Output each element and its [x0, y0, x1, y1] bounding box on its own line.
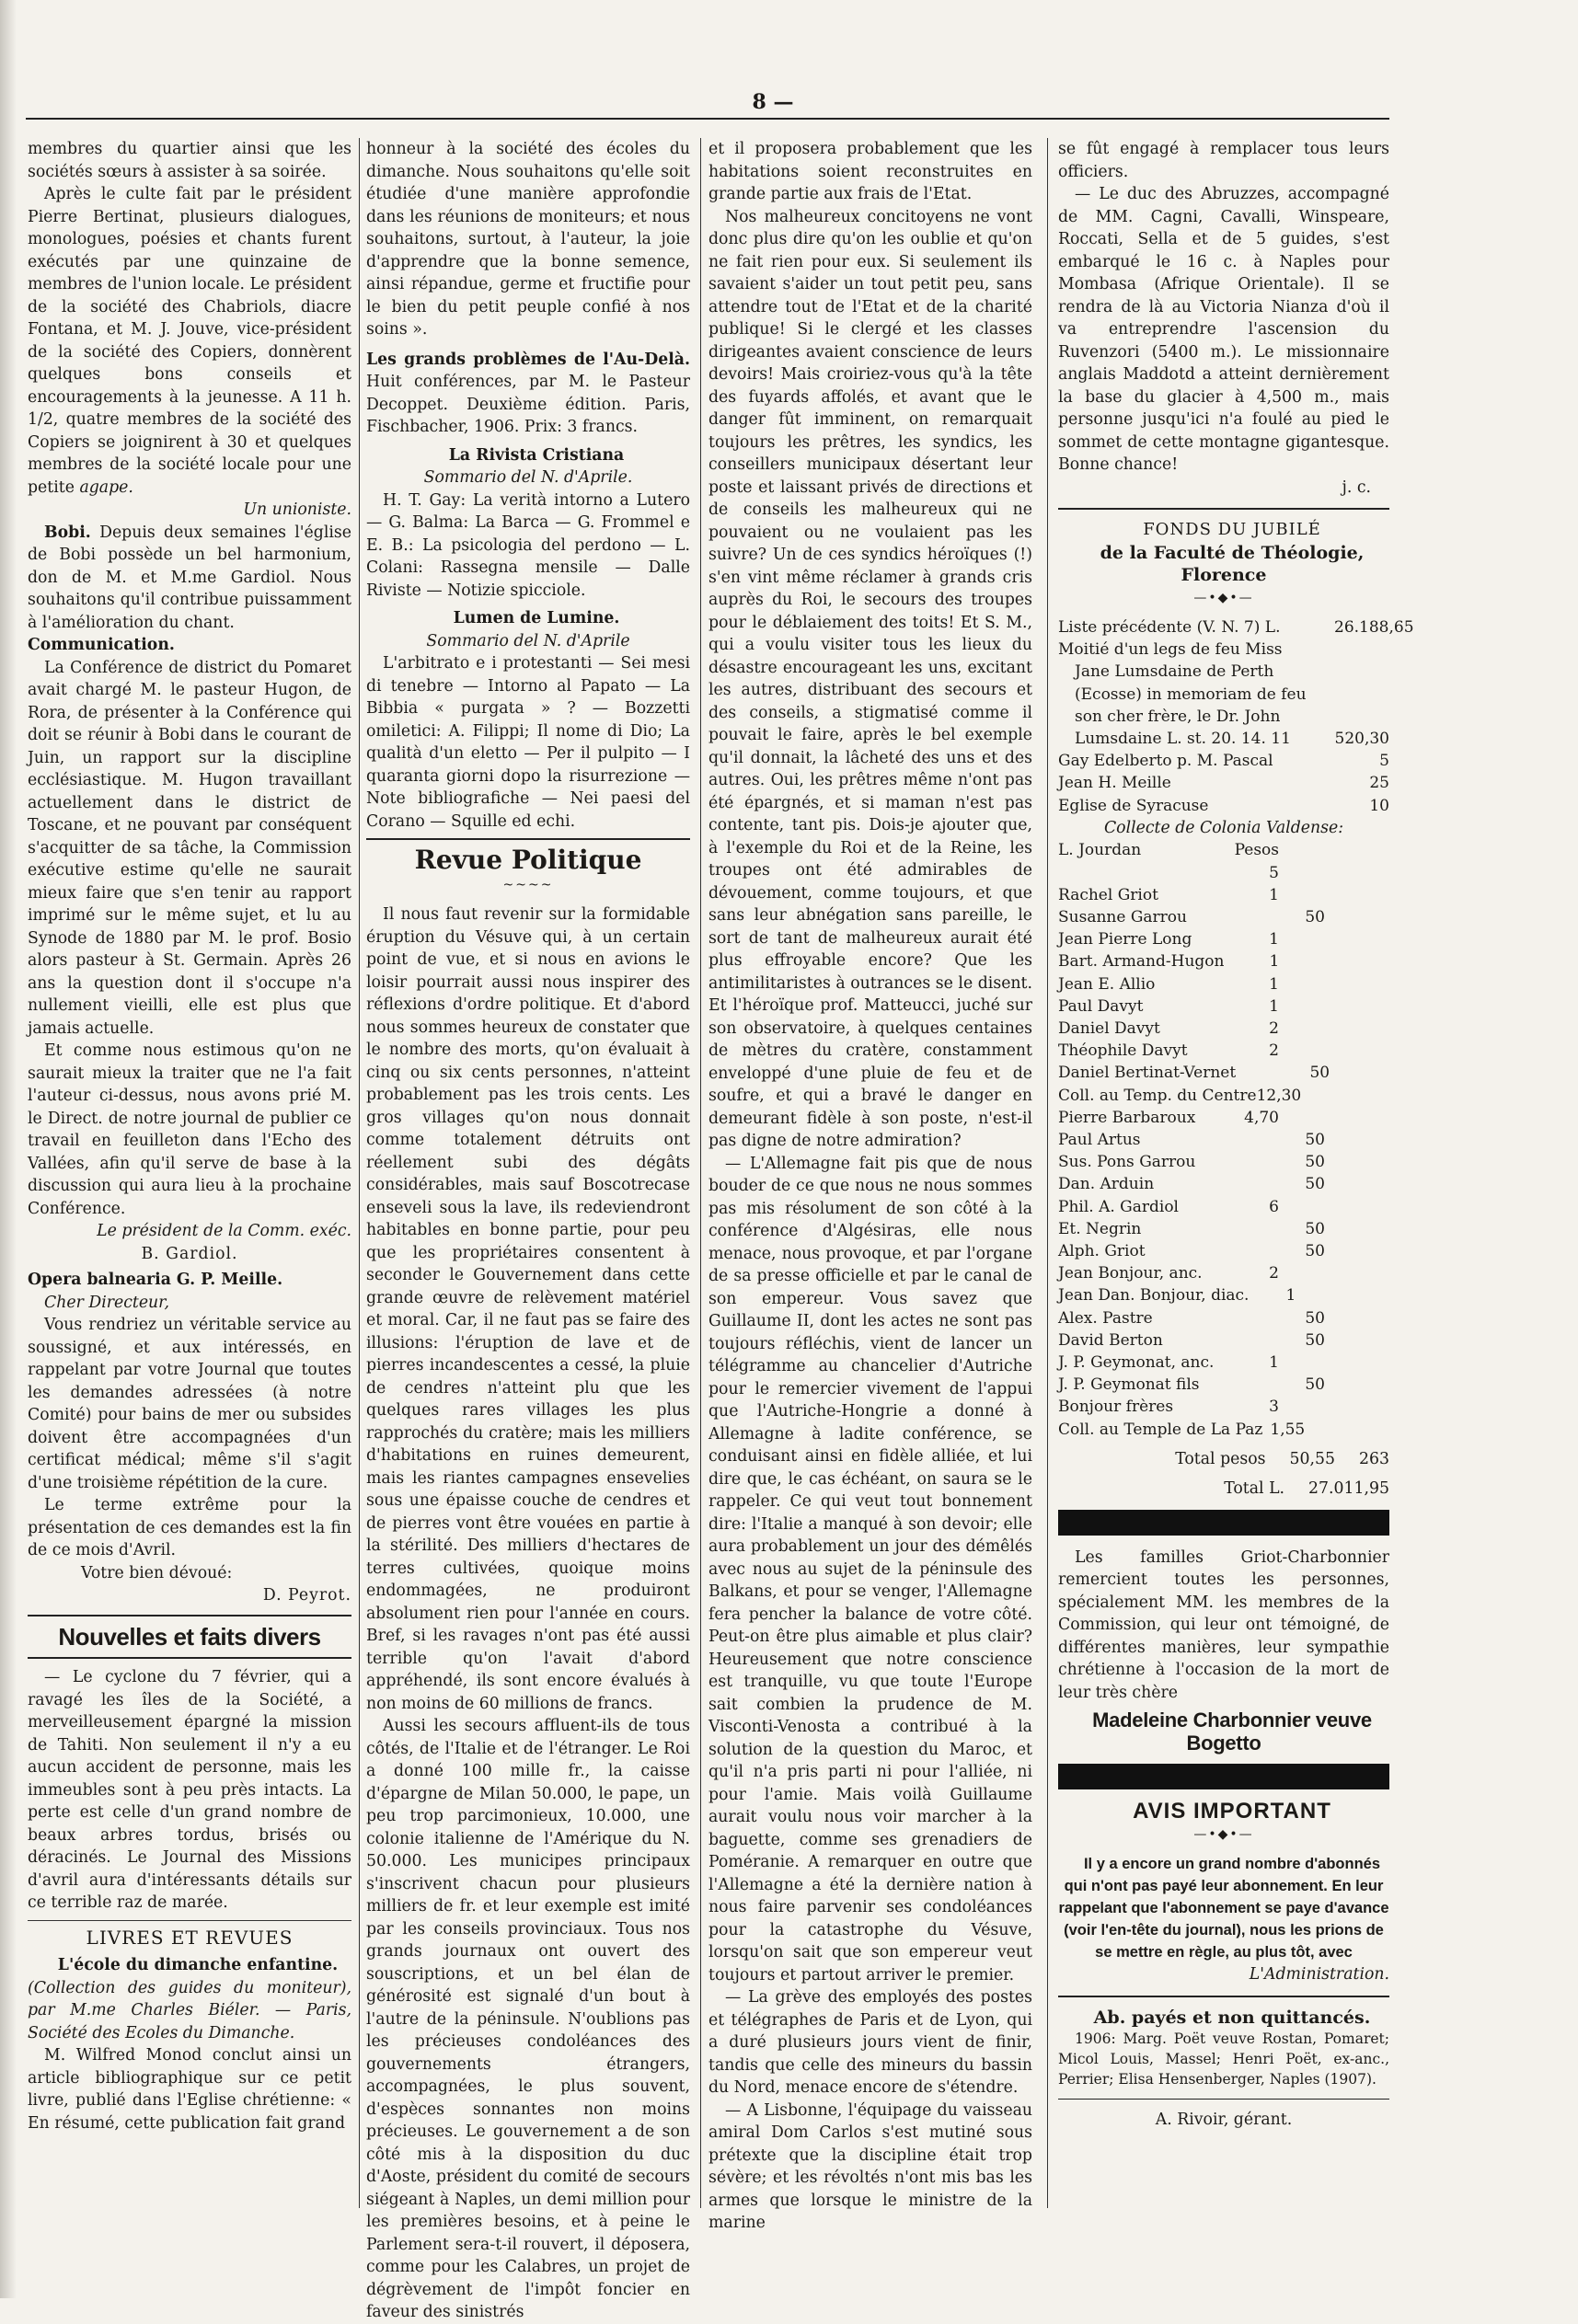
ornament-divider: —•◆•— [1193, 1826, 1254, 1842]
review-contents: L'arbitrato e i protestanti — Sei mesi di tenebre — Intorno al Papato — La Bibbia « purgata » ? — Bozzetti omiletici: A. Filippi; Il nome di Dio; La qualità d'un eletto — Per il pulpito — I quaranta giorni dopo la risurrezione — Note bibliografiche — Nei paesi del Corano — Squille ed echi. [366, 654, 690, 831]
notice-title: AVIS IMPORTANT [1133, 1799, 1331, 1824]
paragraph: — Le duc des Abruzzes, accompagné de MM. Cagni, Cavalli, Winspeare, Roccati, Sella et de 5 guides, s'est embarqué le 16 c. à Naples pour Mombasa (Afrique Orientale). Il se rendra de là au Victoria Nianza d'où il va entreprendre l'ascension du Ruvenzori (5400 m.). Le missionnaire anglais Maddotd a atteint dernièrement la base du glacier à 4,500 m., mais personne jusqu'ici n'a foulé au pied le sommet de cette montagne gigantesque. Bonne chance! [1058, 185, 1389, 474]
notice-body: Il y a encore un grand nombre d'abonnés qui n'ont pas payé leur abonnement. En leur rappelant que l'abonnement se paye d'avance (voir l'en-tête du journal), nous les prions de se mettre en règle, au plus tôt, avec [1058, 1856, 1389, 1962]
paragraph: Aussi les secours affluent-ils de tous côtés, de l'Italie et de l'étranger. Le Roi a donné 100 mille fr., la caisse d'épargne de Milan 50.000, le pape, un peu trop parcimonieux, 10.000, une colonie italienne de l'Amérique du N. 50.000. Les municipes principaux s'inscrivent chacun pour plusieurs milliers de fr. et leur exemple est imité par les conseils provinciaux. Tous nos grands journaux ont ouvert des souscriptions, et un bel élan de générosité est signalé d'un bout à l'autre de la péninsule. N'oublions pas les précieuses condoléances des gouvernements étrangers, accompagnées, le plus souvent, d'espèces sonnantes non moins précieuses. Le gouvernement a de son côté mis à la disposition du duc d'Aoste, président du comité de secours siégeant à Naples, un demi million pour les premières besoins, et à peine le Parlement sera-t-il rouvert, il déposera, comme pour les Calabres, un projet de dégrèvement de l'impôt foncier en faveur des sinistrés [366, 1717, 690, 2321]
fund-subtitle: de la Faculté de Théologie, Florence [1100, 542, 1365, 585]
payments-title: Ab. payés et non quittancés. [1093, 2007, 1371, 2028]
total-lire-row [1058, 1478, 1389, 1501]
paragraph: Après le culte fait par le président Pierre Bertinat, plusieurs dialogues, monologues, poésies et chants furent exécutés par une quinzaine de membres de l'union locale. Le président de la société des Chabriols, diacre Fontana, et M. J. Jouve, vice-président de la société des Copiers, donnèrent quelques bons conseils et encouragements à la jeunesse. A 11 h. 1/2, quatre membres de la société des Copiers se joignirent à 30 et quelques membres de la société locale pour une petite agape. [28, 185, 351, 497]
paragraph: honneur à la société des écoles du dimanche. Nous souhaitons qu'elle soit étudiée d'une manière approfondie dans les réunions de moniteurs; et nous souhaitons, surtout, à l'auteur, la joie d'apprendre que la bonne semence, ainsi répandue, germe et fructifie pour le bien du petit peuple confié à nos soins ». [366, 140, 690, 339]
book-entry: Les grands problèmes de l'Au-Delà. Huit conférences, par M. le Pasteur Decoppet. Deuxième édition. Paris, Fischbacher, 1906. Prix: 3 francs. [366, 350, 690, 436]
column-1 [28, 138, 351, 2272]
fund-title: FONDS DU JUBILÉ [1143, 520, 1321, 539]
manager-signature: A. Rivoir, gérant. [1155, 2111, 1293, 2130]
fund-row: Lumsdaine L. st. 20. 14. 11 520,30 [1075, 730, 1389, 749]
closing: Votre bien dévoué: [81, 1563, 233, 1582]
review-subtitle: Sommario del N. d'Aprile. [423, 468, 633, 487]
pesos-row: J. P. Geymonat fils 50 [1058, 1375, 1325, 1395]
header-rule [26, 118, 1389, 120]
review-title: La Rivista Cristiana [448, 445, 625, 465]
column-4 [1058, 138, 1414, 2272]
page-edge [0, 0, 17, 2298]
pesos-row: Sus. Pons Garrou 50 [1058, 1153, 1325, 1172]
total-lire-value: 27.011,95 [1308, 1479, 1389, 1499]
divider [1058, 508, 1389, 510]
total-lire-label: Total L. [1224, 1479, 1285, 1499]
fund-row: Jane Lumsdaine de Perth [1075, 662, 1274, 682]
signature-name: D. Peyrot. [262, 1586, 351, 1605]
pesos-row: Jean Pierre Long 1 [1058, 930, 1279, 949]
pesos-row: Jean E. Allio 1 [1058, 974, 1279, 994]
paragraph: et il proposera probablement que les habitations soient reconstruites en grande partie aux frais de l'Etat. [708, 140, 1032, 203]
pesos-row: Jean Dan. Bonjour, diac. 1 [1058, 1286, 1296, 1306]
pesos-row: Susanne Garrou 50 [1058, 907, 1325, 926]
section-heading: Communication. [28, 636, 175, 654]
fund-row: Liste précédente (V. N. 7) L. 26.188,65 [1058, 618, 1414, 637]
pesos-row: David Berton 50 [1058, 1330, 1325, 1350]
pesos-list [1058, 839, 1389, 1440]
pesos-row: Alex. Pastre 50 [1058, 1308, 1325, 1328]
pesos-row: Coll. au Temple de La Paz 1,55 [1058, 1420, 1306, 1439]
review-title: Lumen de Lumine. [453, 609, 620, 627]
review-contents: H. T. Gay: La verità intorno a Lutero — G. Balma: La Barca — G. Frommel e E. B.: La psicologia del perdono — L. Colani: Rassegna mensile — Dalle Riviste — Notizie spicciole. [366, 490, 690, 600]
paragraph: — L'Allemagne fait pis que de nous bouder de ce que nous ne nous sommes pas mis résolument de son côté à la conférence d'Algésiras, elle nous menace, nous provoque, et par l'organe de sa presse officielle et par le canal de son empereur. Vous savez que Guillaume II, dont les actes ne sont pas toujours réfléchis, vient de lancer un télégramme au chancelier d'Autriche pour le remercier vivement de l'appui que l'Autriche-Hongrie a donné à Allemagne à ladite conférence, se conduisant ainsi en fidèle alliée, et lui dire que, le cas échéant, on saura se le rappeler. Ce qui veut tout bonnement dire: l'Italie a manqué à son devoir; elle aura probablement un jour des démêlés avec nous au sujet de la péninsule des Balkans, et pour se venger, l'Allemagne fera pencher la balance de votre côté. Peut-on être plus aimable et plus clair? Heureusement que notre conscience est tranquille, vu que toute l'Europe sait combien la prudence de M. Visconti-Venosta a contribué à la solution de la question du Maroc, et qu'il n'a pris parti ni pour l'alliée, ni pour l'amie. Mais voilà Guillaume aurait voulu nous voir marcher à la baguette, comme ses grenadiers de Poméranie. A remarquer en outre que l'Allemagne a été la dernière nation à nous faire parvenir ses condoléances pour la catastrophe du Vésuve, lorsqu'on sait que son empereur veut toujours et partout arriver le premier. [708, 1154, 1032, 1985]
notice-signature: L'Administration. [1249, 1965, 1389, 1985]
paragraph: M. Wilfred Monod conclut ainsi un article bibliographique sur ce petit livre, publié dans l'Eglise chrétienne: « En résumé, cette publication fait grand [28, 2046, 351, 2133]
section-heading: Opera balnearia G. P. Meille. [28, 1271, 283, 1289]
signature-title: Le président de la Comm. exéc. [97, 1222, 351, 1240]
pesos-row: L. Jourdan Pesos 5 [1058, 841, 1279, 882]
pesos-row: Théophile Davyt 2 [1058, 1041, 1279, 1061]
black-divider [1058, 1510, 1389, 1536]
pesos-row: Coll. au Temp. du Centre 12,30 [1058, 1086, 1302, 1105]
total-pesos-label: Total pesos [1175, 1449, 1266, 1468]
pesos-row: Pierre Barbaroux 4,70 [1058, 1108, 1279, 1127]
divider [1058, 2099, 1389, 2100]
column-3 [708, 138, 1032, 2272]
paragraph: Et comme nous estimous qu'on ne saurait mieux la traiter que ne l'a fait l'auteur ci-dessus, nous avons prié M. le Direct. de notre journal de publier ce travail en feuilleton dans l'Echo des Vallées, afin qu'il serve de base à la discussion qui aura lieu à la prochaine Conférence. [28, 1041, 351, 1218]
fund-row: (Ecosse) in memoriam de feu [1075, 685, 1307, 704]
paragraph: Vous rendriez un véritable service au soussigné, et aux intéressés, en rappelant par votre Journal que toutes les demandes adressées (à notre Comité) pour bains de mer ou subsides doivent être accompagnées d'un certificat médical; même s'il s'agit d'une troisième répétition de la cure. [28, 1316, 351, 1492]
fund-row: Moitié d'un legs de feu Miss [1058, 640, 1283, 660]
section-title-revue-politique: Revue Politique [366, 838, 690, 874]
fund-row: Gay Edelberto p. M. Pascal 5 [1058, 752, 1389, 771]
fund-row: son cher frère, le Dr. John [1075, 707, 1281, 726]
thanks-notice: Les familles Griot-Charbonnier remercient toutes les personnes, spécialement MM. les membres de la Commission, qui leur ont témoigné, de différentes manières, leur sympathie chrétienne à l'occasion de la mort de leur très chère [1058, 1547, 1389, 1702]
pesos-row: Jean Bonjour, anc. 2 [1058, 1264, 1279, 1283]
pesos-row: Daniel Bertinat-Vernet 50 [1058, 1064, 1330, 1083]
pesos-row: Paul Artus 50 [1058, 1130, 1325, 1149]
book-title: L'école du dimanche enfantine. [57, 1956, 339, 1974]
paragraph: Nos malheureux concitoyens ne vont donc plus dire qu'on les oublie et qu'on ne fait rien pour eux. Si seulement ils savaient s'aider un tout petit peu, sans attendre tout de l'Etat et de la charité publique! Si le clergé et les classes dirigeantes avaient conscience de leurs devoirs! Mais croiriez-vous qu'à la tête des fuyards affolés, et avant que le danger fût imminent, on remarquait toujours les prêtres, les syndics, les conseillers municipaux désertant leur poste et laissant privés de directions et de conseils les malheureux qui ne pouvaient ou ne voulaient pas les suivre? Un de ces syndics héroïques (!) s'en vint même réclamer à grands cris auprès du Roi, le secours des troupes pour le déblaiement des toits! Et S. M., qui a voulu visiter tous les lieux du désastre encourageant les uns, excitant les autres, distribuant des secours et des conseils, a stigmatisé comme il pouvait le faire, après le bel exemple qu'il donnait, la lâcheté des uns et des autres. Oui, les prêtres même n'ont pas été épargnés, et si maman n'est pas contente, tant pis. Dois-je ajouter que, à l'exemple du Roi et de la Reine, les troupes ont été admirables de dévouement, comme toujours, et que sans leur abnégation sans pareille, le sort de tant de malheureux aurait été plus effroyable encore? Que les antimilitaristes à outrances se le disent. Et l'héroïque prof. Matteucci, juché sur son observatoire, à quelques centaines de mètres du cratère, constamment enveloppé d'une pluie de feu et de soufre, et qui a bravé le danger en demeurant fidèle à son poste, n'est-il pas digne de notre admiration? [708, 207, 1032, 1150]
paragraph: se fût engagé à remplacer tous leurs officiers. [1058, 140, 1389, 181]
paragraph: — A Lisbonne, l'équipage du vaisseau amiral Dom Carlos s'est mutiné sous prétexte que la discipline était trop sévère; et les révoltés n'ont mis bas les armes que lorsque le ministre de la marine [708, 2100, 1032, 2232]
column-divider [1047, 138, 1048, 2208]
section-title-nouvelles: Nouvelles et faits divers [28, 1615, 351, 1660]
payments-list: 1906: Marg. Poët veuve Rostan, Pomaret; Micol Louis, Massel; Henri Poët, ex-anc., Perrier; Elisa Hensenberger, Naples (1907). [1058, 2031, 1389, 2088]
ornament-divider: ~~~~ [502, 877, 554, 892]
fund-row: Jean H. Meille 25 [1058, 774, 1389, 793]
pesos-row: Et. Negrin 50 [1058, 1219, 1325, 1238]
ornament-divider: —•◆•— [1193, 590, 1254, 605]
pesos-row: Dan. Arduin 50 [1058, 1175, 1325, 1194]
collection-title: Collecte de Colonia Valdense: [1103, 818, 1344, 837]
paragraph: Le terme extrême pour la présentation de ces demandes est la fin de ce mois d'Avril. [28, 1496, 351, 1559]
pesos-row: J. P. Geymonat, anc. 1 [1058, 1353, 1279, 1372]
paragraph: — La grève des employés des postes et télégraphes de Paris et de Lyon, qui a duré plusieurs jours vient de finir, tandis que celle des mineurs du bassin du Nord, menace encore de s'étendre. [708, 1988, 1032, 2097]
pesos-row: Phil. A. Gardiol 6 [1058, 1197, 1279, 1216]
page-number: 8 — [752, 90, 794, 114]
black-divider [1058, 1764, 1389, 1789]
divider [1058, 1996, 1389, 1997]
section-title-livres: LIVRES ET REVUES [28, 1920, 351, 1955]
pesos-row: Paul Davyt 1 [1058, 996, 1279, 1016]
paragraph: — Le cyclone du 7 février, qui a ravagé les îles de la Société, a merveilleusement épargné la mission de Tahiti. Non seulement il n'y a eu aucun accident de personne, mais les immeubles sont à peu près intacts. La perte est celle d'un grand nombre de beaux arbres tordus, brisés ou déracinés. Le Journal des Missions d'avril aura d'intéressants détails sur ce terrible raz de marée. [28, 1668, 351, 1912]
news-item-bobi: Bobi. Depuis deux semaines l'église de Bobi possède un bel harmonium, don de M. et M.me Gardiol. Nous souhaitons qu'il contribue puissamment à l'amélioration du chant. [28, 523, 351, 632]
deceased-name: Madeleine Charbonnier veuve Bogetto [1092, 1708, 1372, 1755]
pesos-row: Bonjour frères 3 [1058, 1398, 1279, 1417]
pesos-row: Daniel Davyt 2 [1058, 1018, 1279, 1038]
pesos-row: Rachel Griot 1 [1058, 885, 1279, 904]
signature-name: B. Gardiol. [141, 1244, 238, 1263]
column-2 [366, 138, 690, 2321]
fund-row: Eglise de Syracuse 10 [1058, 796, 1389, 815]
book-details: (Collection des guides du moniteur), par M.me Charles Biéler. — Paris, Société des Ecoles du Dimanche. [28, 1978, 351, 2042]
salutation: Cher Directeur, [44, 1293, 170, 1312]
total-pesos-row [1058, 1448, 1389, 1471]
paragraph: Il nous faut revenir sur la formidable éruption du Vésuve qui, à un certain point de vue, et si nous en avions le loisir pourrait aussi nous inspirer des réflexions d'ordre politique. Et d'abord nous sommes heureux de constater que le nombre des morts, qu'on évaluait à cinq ou six cents personnes, n'atteint probablement pas les trois cents. Les gros villages qu'on nous donnait comme totalement détruits ont réellement subi des dégâts considérables, mais sauf Boscotrecase enseveli sous la lave, ils redeviendront habitables en bonne partie, pour peu que les propriétaires consentent à seconder le Gouvernement dans cette grande œuvre de relèvement matériel et moral. Car, il ne faut pas se faire des illusions: l'éruption de lave et de pierres incandescentes a cessé, la pluie de cendres n'atteint plu que les quelques rares villages les plus rapprochés du cratère; mais les milliers d'habitations en ruines demeurent, mais les riantes campagnes ensevelies sous une épaisse couche de cendres et de pierres vont être vouées en partie à la stérilité. Des milliers d'hectares de terres cultivées, quoique moins endommagées, ne produiront absolument rien pour l'année en cours. Bref, si les ravages n'ont pas été aussi terrible qu'on l'avait d'abord appréhendé, ils sont encore évalués à non moins de 60 millions de francs. [366, 905, 690, 1713]
paragraph: La Conférence de district du Pomaret avait chargé M. le pasteur Hugon, de Rora, de présenter à la Conférence qui doit se réunir à Bobi dans le courant de Juin, un rapport sur la discipline ecclésiastique. M. Hugon travaillant actuellement dans le district de Toscane, et ne pouvant par conséquent s'acquitter de sa tâche, la Commission exécutive estime qu'elle ne saurait mieux faire que s'en tenir au rapport imprimé sur le même sujet, et lu au Synode de 1880 par M. le prof. Bosio alors pasteur à St. Germain. Après 26 ans la question dont il s'occupe n'a nullement vieilli, elle est plus que jamais actuelle. [28, 658, 351, 1038]
pesos-row: Alph. Griot 50 [1058, 1241, 1325, 1260]
total-pesos-value: 50,55 [1289, 1449, 1335, 1468]
signature: j. c. [1342, 477, 1371, 497]
total-pesos-lire: 263 [1359, 1449, 1389, 1468]
review-subtitle: Sommario del N. d'Aprile [426, 631, 630, 650]
signature: Un unioniste. [243, 500, 351, 519]
paragraph: membres du quartier ainsi que les sociétés sœurs à assister à sa soirée. [28, 140, 351, 181]
pesos-row: Bart. Armand-Hugon 1 [1058, 952, 1280, 972]
column-divider [359, 138, 360, 2208]
column-divider [700, 138, 701, 2208]
fund-list [1058, 616, 1414, 817]
